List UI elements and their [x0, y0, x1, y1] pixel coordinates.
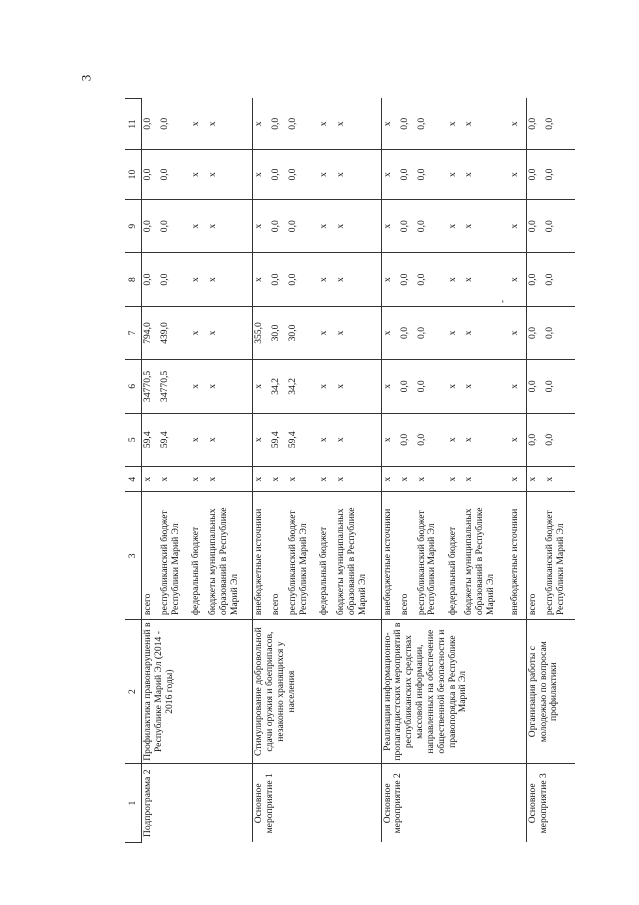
value-cell: x — [335, 253, 381, 306]
value-cell: x — [447, 200, 464, 253]
value-cell: 0,0 — [416, 413, 447, 466]
value-cell: 355,0 — [253, 306, 271, 359]
value-cell: x — [381, 150, 399, 200]
value-cell: x — [447, 466, 464, 492]
value-cell: 59,4 — [270, 413, 287, 466]
value-cell: x — [318, 150, 335, 200]
page-number: 3 — [78, 74, 94, 82]
value-cell: x — [526, 466, 544, 492]
value-cell: 0,0 — [543, 117, 555, 130]
value-cell: 0,0 — [526, 360, 544, 413]
value-cell: x — [207, 360, 253, 413]
funding-source: республиканский бюджет Республики Марий Эл — [544, 492, 575, 620]
value-cell: 0,0 — [159, 150, 190, 200]
funding-source: бюджеты муниципальных образований в Республике Марий Эл — [335, 492, 381, 620]
funding-source: всего — [142, 492, 160, 620]
funding-source: всего — [399, 492, 416, 620]
value-cell: 34770,5 — [142, 360, 160, 413]
value-cell: x — [463, 121, 475, 127]
measure-name: Стимулирование добровольной сдачи оружия и боеприпасов, незаконно хранящихся у населения — [253, 620, 381, 764]
value-cell: 0,0 — [544, 150, 575, 200]
rotated-table-page — [125, 98, 575, 843]
value-cell: 0,0 — [398, 117, 410, 130]
value-cell: x — [463, 466, 508, 492]
value-cell: 0,0 — [526, 200, 544, 253]
value-cell: 0,0 — [159, 200, 190, 253]
value-cell: x — [509, 253, 527, 306]
value-cell: 0,0 — [526, 150, 544, 200]
value-cell: x — [447, 253, 464, 306]
value-cell: x — [463, 306, 508, 359]
value-cell: x — [190, 466, 207, 492]
value-cell: x — [447, 306, 464, 359]
funding-source: всего — [526, 492, 544, 620]
value-cell: 0,0 — [270, 253, 287, 306]
value-cell: x — [463, 253, 508, 306]
value-cell: x — [318, 121, 330, 127]
value-cell: x — [381, 200, 399, 253]
value-cell: x — [446, 121, 458, 127]
value-cell: 0,0 — [399, 360, 416, 413]
value-cell: x — [142, 466, 160, 492]
value-cell: 34770,5 — [159, 360, 190, 413]
value-cell: x — [190, 306, 207, 359]
value-cell: 59,4 — [159, 413, 190, 466]
value-cell: x — [509, 200, 527, 253]
value-cell: 0,0 — [142, 200, 160, 253]
value-cell: 30,0 — [270, 306, 287, 359]
value-cell: x — [335, 466, 381, 492]
column-number: 9 — [125, 200, 142, 253]
measure-name: Реализация информационно-пропагандистских мероприятий в республиканских средствах массовой информации, направленных на обеспечение общественной безопасности и правопорядка в Республике Марий Эл — [381, 620, 526, 764]
value-cell: 34,2 — [270, 360, 287, 413]
value-cell: x — [335, 200, 381, 253]
value-cell: x — [318, 200, 335, 253]
value-cell: x — [335, 121, 347, 127]
measure-name: Профилактика правонарушений в Республике Марий Эл (2014 - 2016 годы) — [142, 620, 253, 764]
value-cell: x — [318, 360, 335, 413]
value-cell: 0,0 — [544, 306, 575, 359]
value-cell: 0,0 — [270, 117, 282, 130]
value-cell: 0,0 — [416, 360, 447, 413]
budget-table — [125, 98, 575, 843]
value-cell: x — [253, 150, 271, 200]
funding-source: внебюджетные источники — [381, 492, 399, 620]
value-cell: x — [399, 466, 416, 492]
value-cell: x — [381, 99, 399, 150]
value-cell: x — [207, 413, 253, 466]
value-cell: x — [508, 121, 520, 127]
table-row — [142, 99, 160, 843]
value-cell: x — [253, 200, 271, 253]
value-cell: 0,0 — [416, 200, 447, 253]
value-cell: 34,2 — [287, 360, 318, 413]
value-cell: 59,4 — [287, 413, 318, 466]
value-cell: x — [207, 200, 253, 253]
value-cell: x — [381, 413, 399, 466]
value-cell: x — [381, 253, 399, 306]
value-cell: x — [253, 360, 271, 413]
funding-source: бюджеты муниципальных образований в Республике Марий Эл — [207, 492, 253, 620]
value-cell: x — [335, 360, 381, 413]
value-cell: x — [381, 360, 399, 413]
value-cell: x — [318, 466, 335, 492]
column-number: 1 — [125, 764, 142, 843]
value-cell: x — [270, 466, 287, 492]
value-cell: 0,0 — [159, 253, 190, 306]
value-cell: x — [318, 306, 335, 359]
value-cell: x — [335, 413, 381, 466]
column-number: 11 — [125, 99, 142, 150]
value-cell: x — [159, 466, 190, 492]
value-cell: 0,0 — [415, 117, 427, 130]
value-cell: 0,0 — [526, 413, 544, 466]
value-cell: 0,0 — [526, 253, 544, 306]
value-cell: x — [463, 360, 508, 413]
value-cell: 0,0 — [526, 306, 544, 359]
column-number: 3 — [125, 492, 142, 620]
table-row — [526, 99, 544, 843]
value-cell: x — [190, 253, 207, 306]
value-cell: 0,0 — [416, 306, 447, 359]
value-cell: x — [253, 99, 271, 150]
value-cell: 0,0 — [399, 413, 416, 466]
value-cell: x — [253, 253, 271, 306]
value-cell: x — [253, 466, 271, 492]
measure-code: Основное мероприятие 2 — [381, 764, 526, 843]
value-cell: 0,0 — [142, 117, 153, 130]
table-row — [253, 99, 271, 843]
funding-source: республиканский бюджет Республики Марий Эл — [287, 492, 318, 620]
value-cell: x — [509, 466, 527, 492]
value-cell: x — [190, 150, 207, 200]
value-cell: x — [509, 150, 527, 200]
value-cell: x — [190, 413, 207, 466]
value-cell: x — [509, 360, 527, 413]
funding-source: республиканский бюджет Республики Марий Эл — [416, 492, 447, 620]
funding-source: федеральный бюджет — [318, 492, 335, 620]
value-cell: x — [544, 466, 575, 492]
value-cell: 0,0 — [416, 253, 447, 306]
value-cell: x — [463, 150, 508, 200]
value-cell: 0,0 — [159, 117, 171, 130]
column-number: 7 — [125, 306, 142, 359]
value-cell: 0,0 — [142, 253, 160, 306]
value-cell: 0,0 — [142, 150, 160, 200]
value-cell: 0,0 — [544, 413, 575, 466]
value-cell: x — [318, 413, 335, 466]
value-cell: x — [447, 150, 464, 200]
value-cell: x — [253, 413, 271, 466]
column-number: 5 — [125, 413, 142, 466]
table-body — [142, 99, 576, 843]
value-cell: x — [447, 413, 464, 466]
value-cell: 0,0 — [416, 150, 447, 200]
measure-code: Подпрограмма 2 — [142, 764, 253, 843]
column-number: 4 — [125, 466, 142, 492]
value-cell: 0,0 — [270, 150, 287, 200]
value-cell: 0,0 — [399, 200, 416, 253]
value-cell: x — [207, 253, 253, 306]
value-cell: x — [335, 306, 381, 359]
value-cell: 0,0 — [287, 200, 318, 253]
funding-source: всего — [270, 492, 287, 620]
value-cell: x — [207, 466, 253, 492]
column-number: 2 — [125, 620, 142, 764]
value-cell: 0,0 — [287, 253, 318, 306]
value-cell: x — [287, 466, 318, 492]
value-cell: x — [207, 306, 253, 359]
column-number: 10 — [125, 150, 142, 200]
value-cell: x — [463, 413, 508, 466]
funding-source: внебюджетные источники — [253, 492, 271, 620]
funding-source: федеральный бюджет — [190, 492, 207, 620]
value-cell: x — [190, 360, 207, 413]
column-number-row — [125, 99, 142, 843]
column-number: 6 — [125, 360, 142, 413]
value-cell: x — [509, 413, 527, 466]
value-cell: x — [207, 150, 253, 200]
value-cell: 0,0 — [399, 306, 416, 359]
measure-name: Организация работы с молодежью по вопросам профилактики — [526, 620, 575, 764]
value-cell: x — [335, 150, 381, 200]
value-cell: 0,0 — [287, 117, 299, 130]
table-row — [381, 99, 399, 843]
stray-mark: - — [497, 300, 507, 303]
value-cell: 0,0 — [399, 253, 416, 306]
funding-source: республиканский бюджет Республики Марий Эл — [159, 492, 190, 620]
value-cell: x — [190, 200, 207, 253]
value-cell: 439,0 — [159, 306, 190, 359]
value-cell: x — [381, 306, 399, 359]
value-cell: 0,0 — [544, 253, 575, 306]
value-cell: 0,0 — [544, 360, 575, 413]
value-cell: x — [509, 306, 527, 359]
measure-code: Основное мероприятие 1 — [253, 764, 381, 843]
column-number: 8 — [125, 253, 142, 306]
value-cell: 0,0 — [544, 200, 575, 253]
funding-source: бюджеты муниципальных образований в Республике Марий Эл — [463, 492, 508, 620]
value-cell: 0,0 — [270, 200, 287, 253]
value-cell: 30,0 — [287, 306, 318, 359]
value-cell: 794,0 — [142, 306, 160, 359]
value-cell: x — [318, 253, 335, 306]
value-cell: x — [381, 466, 399, 492]
funding-source: внебюджетные источники — [509, 492, 527, 620]
value-cell: 0,0 — [399, 150, 416, 200]
value-cell: x — [447, 360, 464, 413]
funding-source: федеральный бюджет — [447, 492, 464, 620]
value-cell: 0,0 — [287, 150, 318, 200]
value-cell: 0,0 — [526, 99, 544, 150]
measure-code: Основное мероприятие 3 — [526, 764, 575, 843]
value-cell: x — [416, 466, 447, 492]
value-cell: x — [206, 121, 218, 127]
value-cell: x — [463, 200, 508, 253]
value-cell: 59,4 — [142, 413, 160, 466]
value-cell: x — [190, 121, 202, 127]
